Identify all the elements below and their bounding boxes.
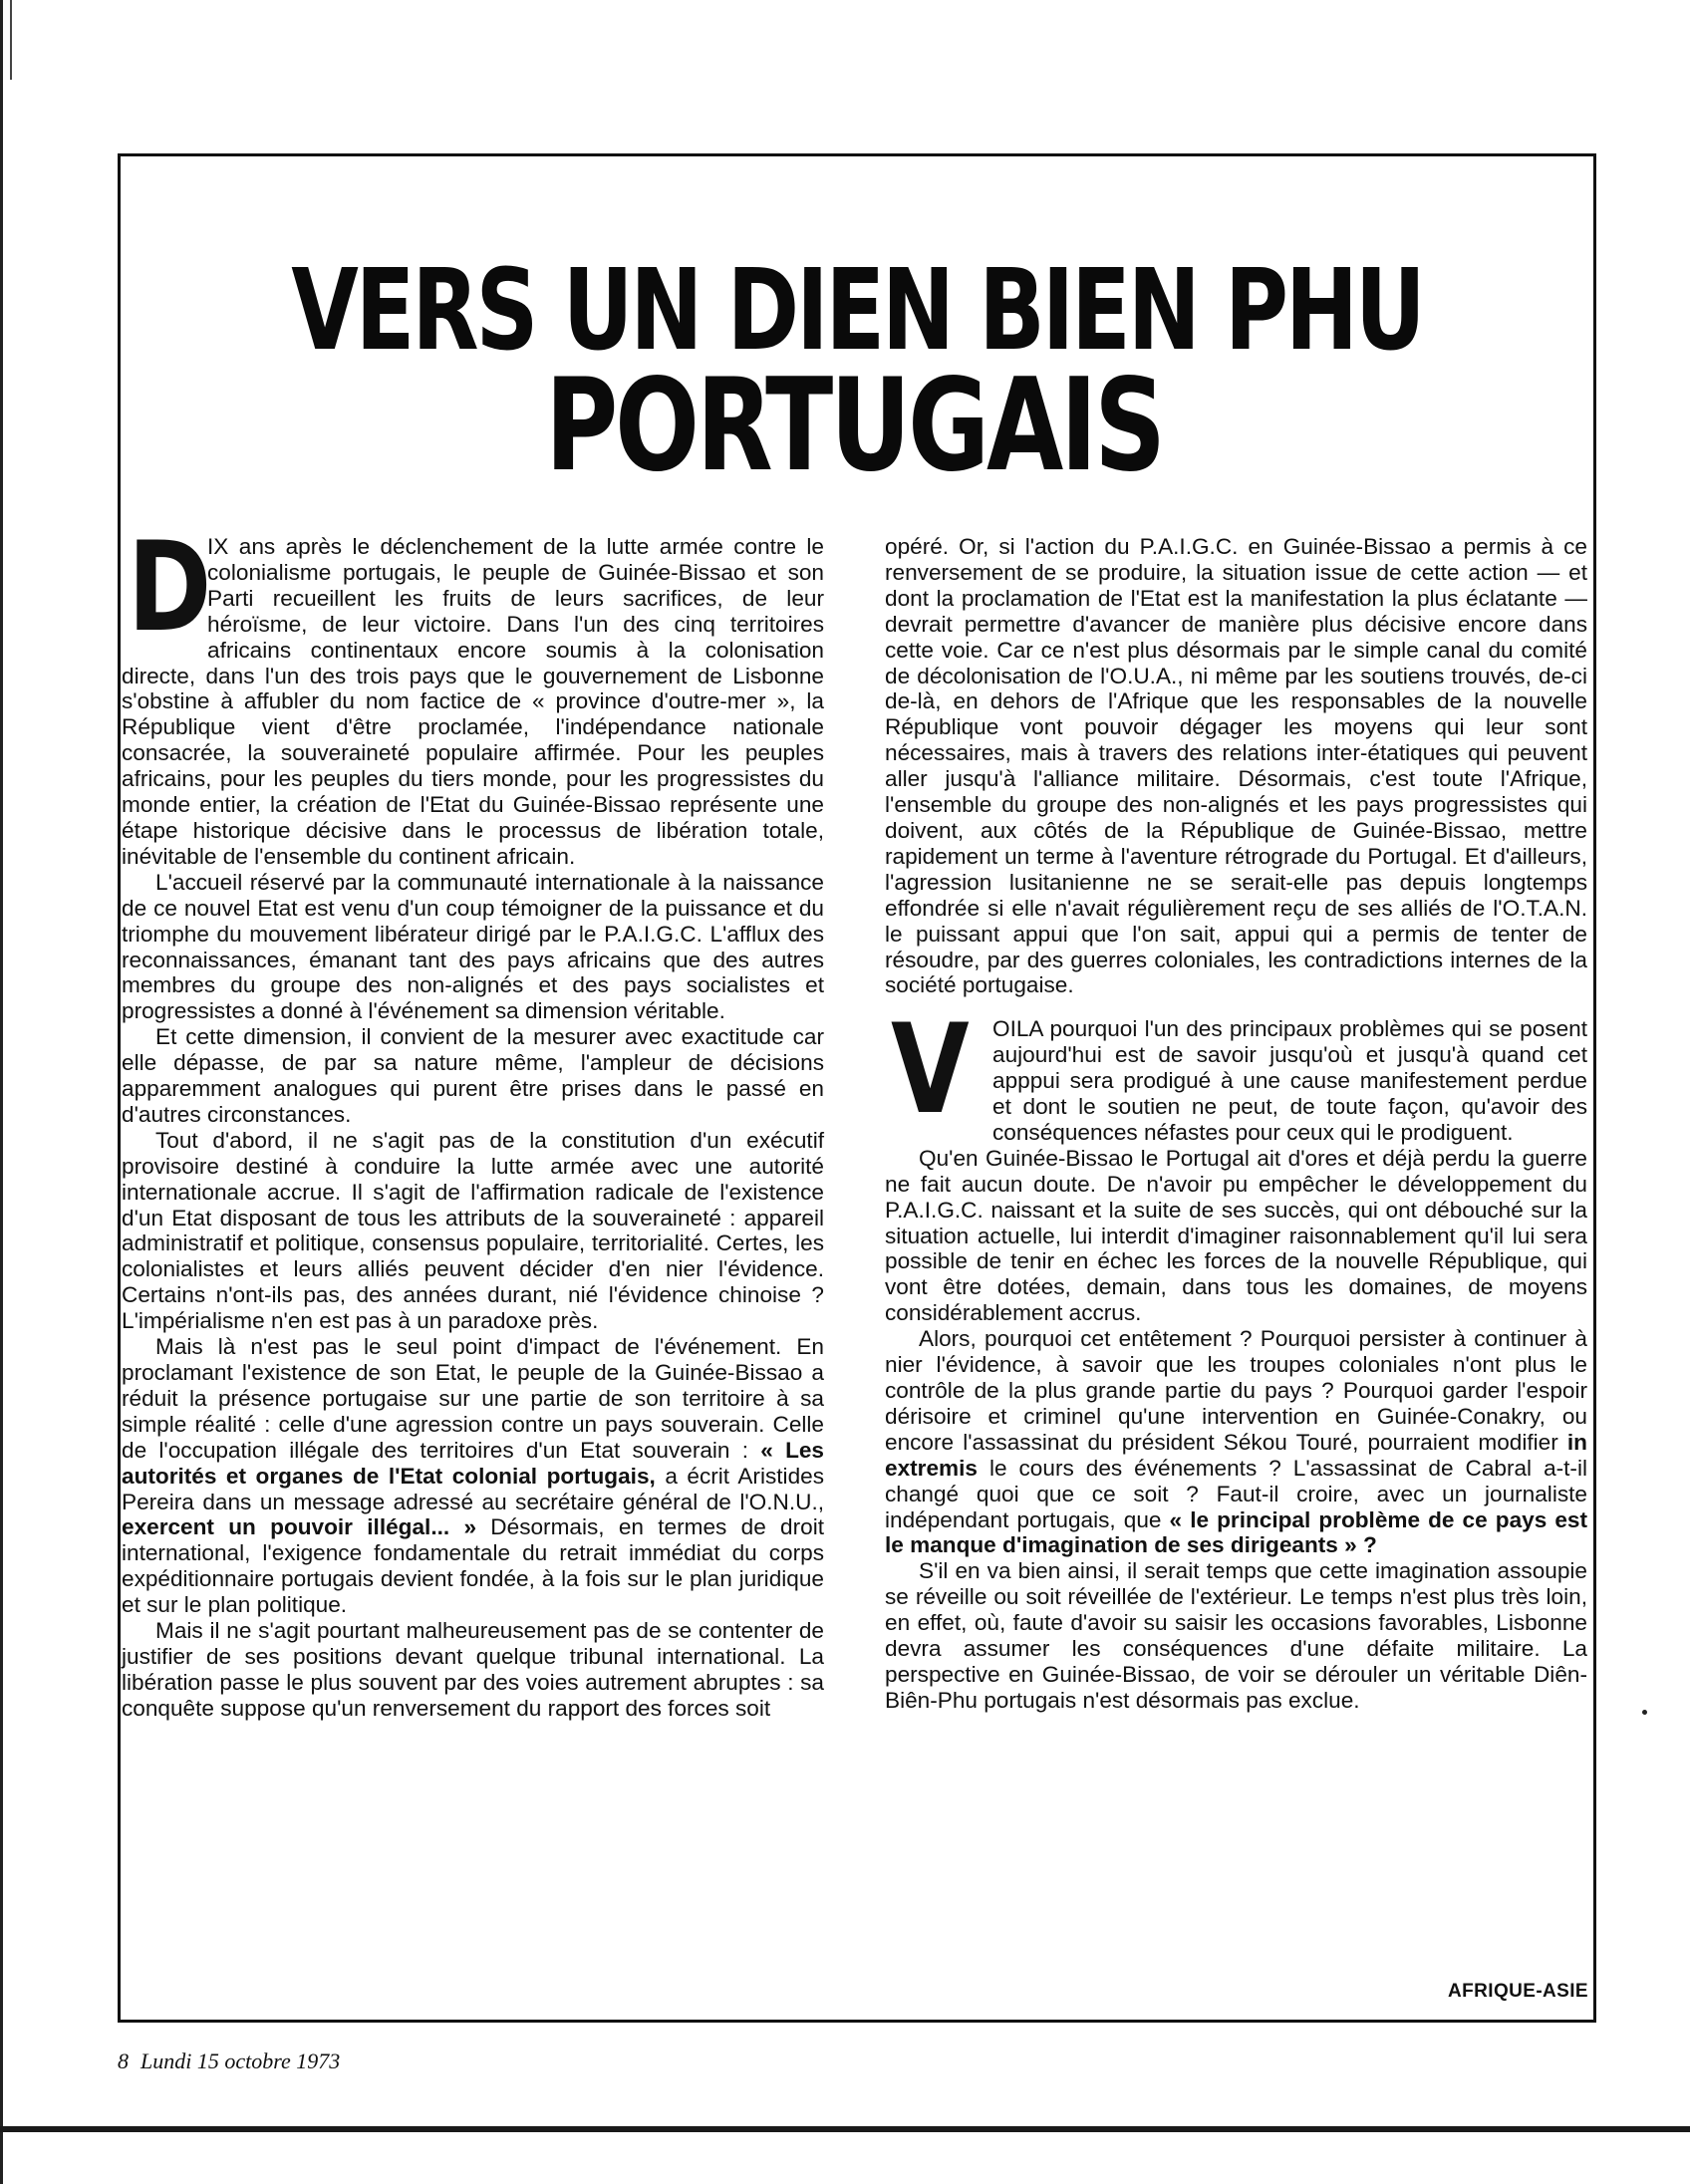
paragraph: opéré. Or, si l'action du P.A.I.G.C. en Guinée-Bissao a permis à ce renversement de se produire, la situation issue de cette action — et dont la proclamation de l'Etat est la manifestation la plus éclatante — devrait permettre d'avancer de manière plus décisive encore dans cette voie. Car ce n'est plus désormais par le simple canal du comité de décolonisation de l'O.U.A., ni même par les soutiens trouvés, de-ci de-là, en dehors de l'Afrique que les responsables de la nouvelle République vont pouvoir dégager les moyens qui leur sont nécessaires, mais à travers des relations inter-étatiques qui peuvent aller jusqu'à l'alliance militaire. Désormais, c'est toute l'Afrique, l'ensemble du groupe des non-alignés et les pays progressistes qui doivent, aux côtés de la République de Guinée-Bissao, mettre rapidement un terme à l'aventure rétrograde du Portugal. Et d'ailleurs, l'agression lusitanienne ne se serait-elle pas depuis longtemps effondrée si elle n'avait régulièrement reçu de ses alliés de l'O.T.A.N. le puissant appui que l'on sait, appui qui a permis de tenter de résoudre, par des guerres coloniales, les contradictions internes de la société portugaise. bbox=[885, 534, 1587, 998]
left-column bbox=[122, 516, 825, 1722]
paragraph-text: le cours des événements ? L'assassinat de Cabral a-t-il changé quoi que ce soit ? Faut-il croire, avec un journaliste indépendant portugais, que bbox=[885, 1455, 1587, 1532]
page-number: 8 bbox=[118, 2048, 129, 2073]
drop-cap: D bbox=[128, 516, 212, 660]
title-line-1: VERS UN DIEN BIEN PHU bbox=[291, 246, 1423, 376]
paragraph-text: Mais là n'est pas le seul point d'impact de l'événement. En proclamant l'existence de son Etat, le peuple de la Guinée-Bissao a réduit la présence portugaise sur une partie de son territoire à sa simple réalité : celle d'une agression contre un pays souverain. Celle de l'occupation illégale des territoires d'un Etat souverain : bbox=[122, 1334, 824, 1463]
issue-date: Lundi 15 octobre 1973 bbox=[141, 2048, 341, 2073]
paragraph-text: a écrit Aristides Pereira dans un message adressé au secrétaire général de l'O.N.U., bbox=[122, 1463, 824, 1514]
title-line-2: PORTUGAIS bbox=[545, 352, 1163, 500]
paragraph-text: Alors, pourquoi cet entêtement ? Pourquoi persister à continuer à nier l'évidence, à savoir que les troupes coloniales n'ont plus le contrôle de la plus grande partie du pays ? Pourquoi garder l'espoir dérisoire et criminel qu'une intervention en Guinée-Conakry, ou encore l'assassinat du président Sékou Touré, pourraient modifier bbox=[885, 1326, 1587, 1455]
paragraph-text: OILA pourquoi l'un des principaux problèmes qui se posent aujourd'hui est de savoir jusqu'où et jusqu'à quand cet apppui sera prodigué à une cause manifestement perdue et dont le soutien ne peut, de toute façon, qu'avoir des conséquences néfastes pour ceux qui le prodiguent. bbox=[992, 1016, 1587, 1145]
quote-bold: « Les autorités et organes de l'Etat colonial portugais, bbox=[122, 1437, 825, 1489]
right-column bbox=[885, 534, 1587, 1714]
paragraph bbox=[122, 1334, 824, 1618]
paragraph: Mais il ne s'agit pourtant malheureusement pas de se contenter de justifier de ses positions devant quelque tribunal international. La libération passe le plus souvent par des voies autrement abruptes : sa conquête suppose qu'un renversement du rapport des forces soit bbox=[122, 1618, 824, 1721]
article-title bbox=[118, 246, 1596, 500]
scan-edge-bottom bbox=[0, 2126, 1690, 2132]
paragraph: Et cette dimension, il convient de la mesurer avec exactitude car elle dépasse, de par sa nature même, l'ampleur de décisions apparemment analogues qui purent être prises dans le passé en d'autres circonstances. bbox=[122, 1024, 824, 1127]
paragraph bbox=[885, 1326, 1587, 1558]
drop-cap: V bbox=[891, 998, 970, 1143]
emphasis-bold: in extremis bbox=[885, 1429, 1587, 1481]
paragraph bbox=[122, 516, 824, 870]
paragraph: Tout d'abord, il ne s'agit pas de la constitution d'un exécutif provisoire destiné à conduire la lutte armée avec une autorité internationale accrue. Il s'agit de l'affirmation radicale de l'existence d'un Etat disposant de tous les attributs de la souveraineté : appareil administratif et politique, consensus populaire, territorialité. Certes, les colonialistes et leurs alliés peuvent décider d'en nier l'évidence. Certains n'ont-ils pas, des années durant, nié l'évidence chinoise ? L'impérialisme n'en est pas à un paradoxe près. bbox=[122, 1127, 824, 1334]
page-footer bbox=[118, 2048, 340, 2074]
paragraph: L'accueil réservé par la communauté internationale à la naissance de ce nouvel Etat est venu d'un coup témoigner de la puissance et du triomphe du mouvement libérateur dirigé par le P.A.I.G.C. L'afflux des reconnaissances, émanant tant des pays africains que des autres membres du groupe des non-alignés et des pays socialistes et progressistes a donné à l'événement sa dimension véritable. bbox=[122, 869, 824, 1024]
source-signature: AFRIQUE-ASIE bbox=[1448, 1981, 1588, 2002]
quote-bold: « le principal problème de ce pays est le manque d'imagination de ses dirigeants » ? bbox=[885, 1506, 1587, 1558]
paragraph bbox=[885, 998, 1587, 1146]
paragraph-text: IX ans après le déclenchement de la lutte armée contre le colonialisme portugais, le peuple de Guinée-Bissao et son Parti recueillent les fruits de leurs sacrifices, de leur héroïsme, de leur victoire. Dans l'un des cinq territoires africains continentaux encore soumis à la colonisation directe, dans l'un des trois pays que le gouvernement de Lisbonne s'obstine à affubler du nom factice de « province d'outre-mer », la République vient d'être proclamée, l'indépendance nationale consacrée, la souveraineté populaire affirmée. Pour les peuples africains, pour les peuples du tiers monde, pour les progressistes du monde entier, la création de l'Etat du Guinée-Bissao représente une étape historique décisive dans le processus de libération totale, inévitable de l'ensemble du continent africain. bbox=[122, 534, 824, 869]
paragraph: S'il en va bien ainsi, il serait temps que cette imagination assoupie se réveille ou soit réveillée de l'extérieur. Le temps n'est plus très loin, en effet, où, faute d'avoir su saisir les occasions favorables, Lisbonne devra assumer les conséquences d'une défaite militaire. La perspective en Guinée-Bissao, de voir se dérouler un véritable Diên-Biên-Phu portugais n'est désormais pas exclue. bbox=[885, 1558, 1587, 1713]
paragraph: Qu'en Guinée-Bissao le Portugal ait d'ores et déjà perdu la guerre ne fait aucun doute. De n'avoir pu empêcher le développement du P.A.I.G.C. naissant et la suite de ses succès, qui ont débouché sur la situation actuelle, lui interdit d'imaginer raisonnablement qu'il lui sera possible de tenir en échec les forces de la nouvelle République, qui vont être dotées, demain, dans tous les domaines, de moyens considérablement accrus. bbox=[885, 1145, 1587, 1326]
scan-edge-mark bbox=[10, 0, 12, 80]
paragraph-text: Désormais, en termes de droit international, l'exigence fondamentale du retrait immédiat du corps expéditionnaire portugais devient fondée, à la fois sur le plan juridique et sur le plan politique. bbox=[122, 1514, 825, 1618]
scan-edge bbox=[0, 0, 3, 2184]
scan-speck bbox=[1642, 1710, 1647, 1715]
quote-bold: exercent un pouvoir illégal... » bbox=[122, 1514, 477, 1540]
